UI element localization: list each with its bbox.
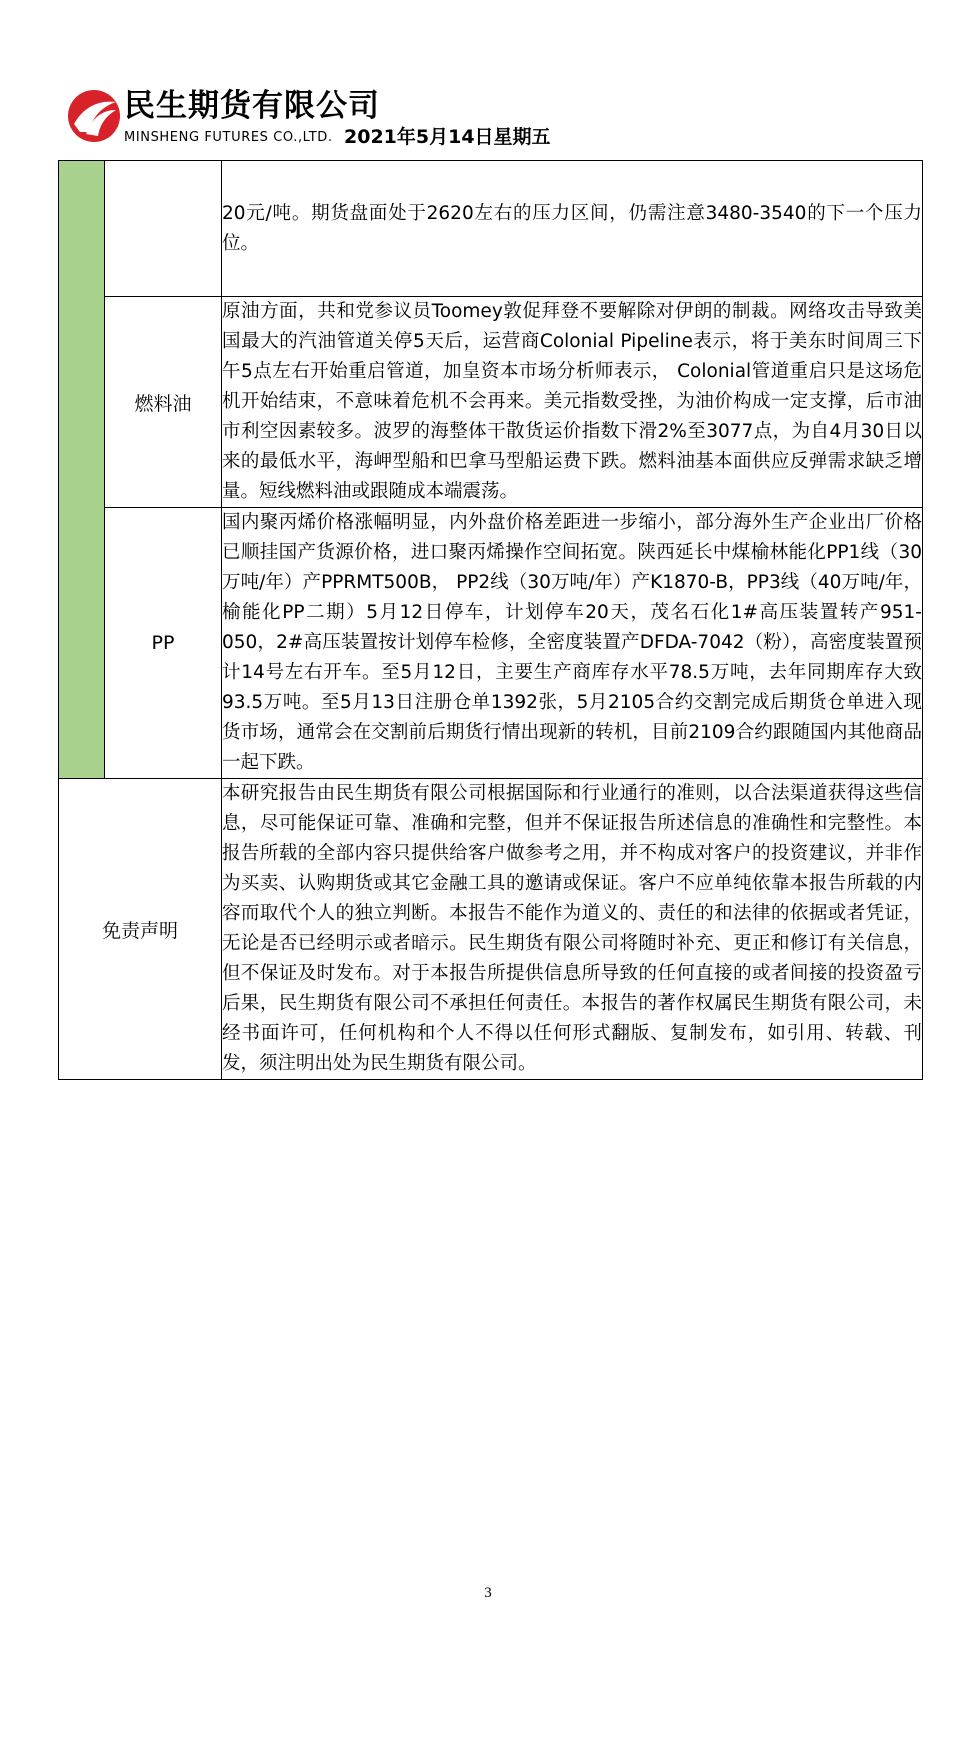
brand-name-en: MINSHENG FUTURES CO.,LTD. [124,130,333,145]
row-category [105,161,222,297]
table-row [59,297,923,508]
report-date: 2021年5月14日星期五 [344,126,551,148]
minsheng-logo-icon [66,88,122,144]
page-number: 3 [484,1585,492,1601]
row-category: PP [105,508,222,779]
brand-name-cn: 民生期货有限公司 [124,88,380,124]
row-category: 燃料油 [105,297,222,508]
page-header [66,86,626,156]
row-content: 20元/吨。期货盘面处于2620左右的压力区间，仍需注意3480-3540的下一个压力位。 [222,161,923,297]
table-row [59,508,923,779]
disclaimer-label: 免责声明 [59,779,222,1080]
row-content: 原油方面，共和党参议员Toomey敦促拜登不要解除对伊朗的制裁。网络攻击导致美国最大的汽油管道关停5天后，运营商Colonial Pipeline表示，将于美东时间周三下午5点左右开始重启管道，加皇资本市场分析师表示， Colonial管道重启只是这场危机开始结束，不意味着危机不会再来。美元指数受挫，为油价构成一定支撑，后市油市利空因素较多。波罗的海整体干散货运价指数下滑2%至3077点，为自4月30日以来的最低水平，海岬型船和巴拿马型船运费下跌。燃料油基本面供应反弹需求缺乏增量。短线燃料油或跟随成本端震荡。 [222,297,923,508]
table-row [59,161,923,297]
row-content: 国内聚丙烯价格涨幅明显，内外盘价格差距进一步缩小，部分海外生产企业出厂价格已顺挂国产货源价格，进口聚丙烯操作空间拓宽。陕西延长中煤榆林能化PP1线（30万吨/年）产PPRMT500B， PP2线（30万吨/年）产K1870-B，PP3线（40万吨/年，榆能化PP二期）5月12日停车，计划停车20天，茂名石化1#高压装置转产951-050，2#高压装置按计划停车检修，全密度装置产DFDA-7042（粉），高密度装置预计14号左右开车。至5月12日，主要生产商库存水平78.5万吨，去年同期库存大致93.5万吨。至5月13日注册仓单1392张，5月2105合约交割完成后期货仓单进入现货市场，通常会在交割前后期货行情出现新的转机，目前2109合约跟随国内其他商品一起下跌。 [222,508,923,779]
report-table [58,160,923,1080]
disclaimer-text: 本研究报告由民生期货有限公司根据国际和行业通行的准则，以合法渠道获得这些信息，尽可能保证可靠、准确和完整，但并不保证报告所述信息的准确性和完整性。本报告所载的全部内容只提供给客户做参考之用，并不构成对客户的投资建议，并非作为买卖、认购期货或其它金融工具的邀请或保证。客户不应单纯依靠本报告所载的内容而取代个人的独立判断。本报告不能作为道义的、责任的和法律的依据或者凭证，无论是否已经明示或者暗示。民生期货有限公司将随时补充、更正和修订有关信息，但不保证及时发布。对于本报告所提供信息所导致的任何直接的或者间接的投资盈亏后果，民生期货有限公司不承担任何责任。本报告的著作权属民生期货有限公司，未经书面许可，任何机构和个人不得以任何形式翻版、复制发布，如引用、转载、刊发，须注明出处为民生期货有限公司。 [222,779,923,1080]
section-color-bar [59,161,105,779]
disclaimer-row [59,779,923,1080]
